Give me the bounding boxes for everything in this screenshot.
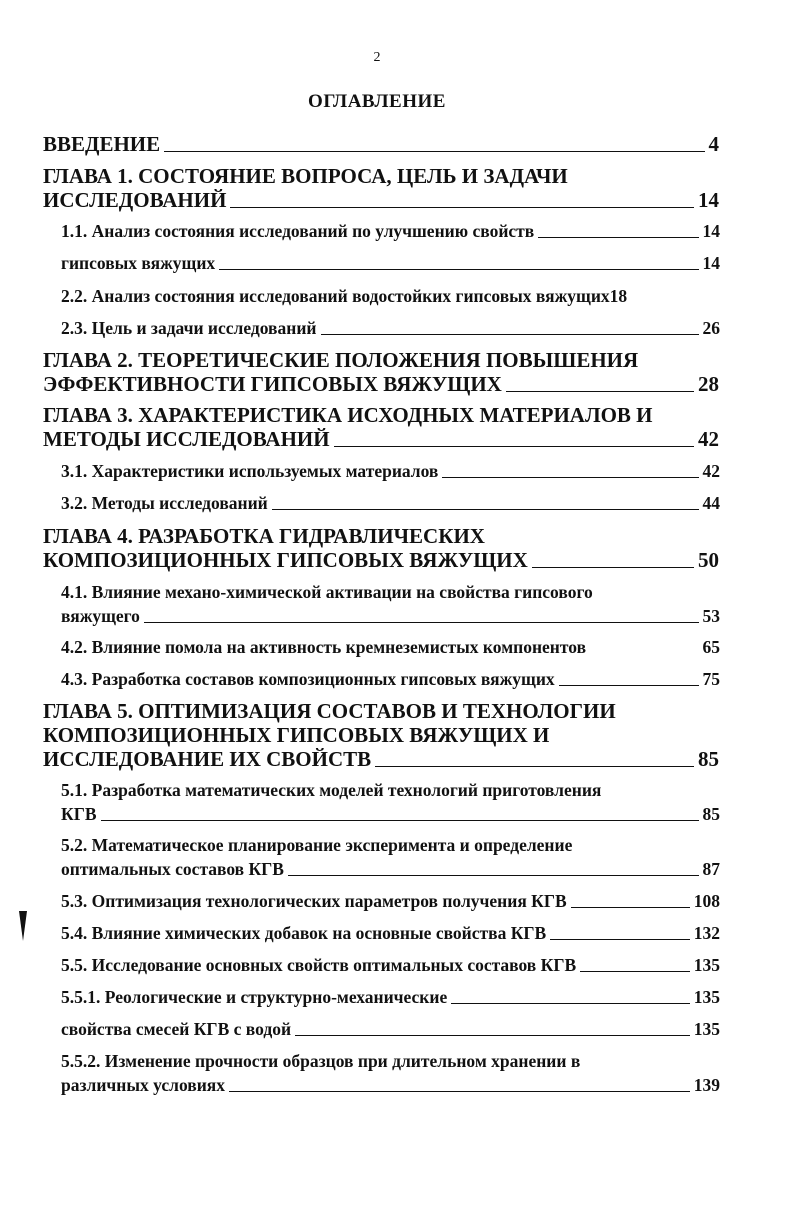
toc-entry-section-5-2[interactable] bbox=[61, 833, 720, 881]
entry-page: 85 bbox=[698, 747, 719, 771]
entry-title-line-2: КГВ bbox=[61, 804, 97, 824]
entry-page: 26 bbox=[702, 318, 720, 338]
toc-entry-section-2-3[interactable] bbox=[61, 316, 720, 340]
toc-entry-section-5-1[interactable] bbox=[61, 778, 720, 826]
toc-entry-chapter-3[interactable] bbox=[43, 403, 719, 451]
toc-entry-chapter-1[interactable] bbox=[43, 164, 719, 212]
leader-line bbox=[272, 509, 699, 510]
entry-title-line-1: 5.5.2. Изменение прочности образцов при длительном хранении в bbox=[61, 1051, 581, 1071]
entry-title: свойства смесей КГВ с водой bbox=[61, 1019, 292, 1039]
entry-page: 14 bbox=[702, 221, 720, 241]
entry-title-line-2: ИССЛЕДОВАНИЙ bbox=[43, 188, 227, 212]
toc-entry-section-1-1[interactable] bbox=[61, 219, 720, 243]
entry-title-line-1: ГЛАВА 1. СОСТОЯНИЕ ВОПРОСА, ЦЕЛЬ И ЗАДАЧИ bbox=[43, 164, 568, 188]
entry-page: 135 bbox=[693, 987, 720, 1007]
entry-page: 14 bbox=[698, 188, 719, 212]
page-number: 2 bbox=[373, 50, 381, 65]
entry-page: 42 bbox=[698, 427, 719, 451]
toc-entry-chapter-4[interactable] bbox=[43, 524, 719, 572]
entry-title-line-1: ГЛАВА 3. ХАРАКТЕРИСТИКА ИСХОДНЫХ МАТЕРИАЛОВ И bbox=[43, 403, 653, 427]
leader-line bbox=[144, 622, 699, 623]
entry-page: 87 bbox=[702, 859, 720, 879]
leader-line bbox=[571, 907, 690, 908]
leader-line bbox=[538, 237, 698, 238]
entry-page: 139 bbox=[693, 1075, 720, 1095]
entry-title-line-1: ГЛАВА 2. ТЕОРЕТИЧЕСКИЕ ПОЛОЖЕНИЯ ПОВЫШЕНИЯ bbox=[43, 348, 639, 372]
toc-entry-section-3-2[interactable] bbox=[61, 491, 720, 515]
toc-title: ОГЛАВЛЕНИЕ bbox=[308, 91, 446, 112]
entry-title: 5.5.1. Реологические и структурно-механические bbox=[61, 987, 448, 1007]
leader-line bbox=[288, 875, 699, 876]
entry-page: 75 bbox=[702, 669, 720, 689]
entry-title: 4.2. Влияние помола на активность кремнеземистых компонентов bbox=[61, 637, 587, 657]
entry-page: 135 bbox=[693, 1019, 720, 1039]
entry-page: 42 bbox=[702, 461, 720, 481]
entry-page: 85 bbox=[702, 804, 720, 824]
entry-title-line-1: 5.1. Разработка математических моделей технологий приготовления bbox=[61, 780, 602, 800]
entry-page: 14 bbox=[702, 253, 720, 273]
entry-title: 1.1. Анализ состояния исследований по улучшению свойств bbox=[61, 221, 535, 241]
entry-title-line-2: ЭФФЕКТИВНОСТИ ГИПСОВЫХ ВЯЖУЩИХ bbox=[43, 372, 502, 396]
entry-title-line-1: ГЛАВА 4. РАЗРАБОТКА ГИДРАВЛИЧЕСКИХ bbox=[43, 524, 485, 548]
leader-line bbox=[230, 207, 694, 208]
leader-line bbox=[506, 391, 694, 392]
scan-mark bbox=[19, 911, 27, 941]
entry-title: 5.3. Оптимизация технологических параметров получения КГВ bbox=[61, 891, 567, 911]
entry-page: 50 bbox=[698, 548, 719, 572]
leader-line bbox=[532, 567, 694, 568]
entry-title-line-2: МЕТОДЫ ИССЛЕДОВАНИЙ bbox=[43, 427, 330, 451]
entry-page: 4 bbox=[708, 132, 719, 156]
toc-entry-section-4-1[interactable] bbox=[61, 580, 720, 628]
leader-line bbox=[580, 971, 690, 972]
entry-title-line-3: ИССЛЕДОВАНИЕ ИХ СВОЙСТВ bbox=[43, 747, 372, 771]
toc-entry-section-5-5-2[interactable] bbox=[61, 1049, 720, 1097]
toc-entry-intro[interactable] bbox=[43, 132, 719, 156]
toc-entry-section-4-3[interactable] bbox=[61, 667, 720, 691]
entry-title: 4.3. Разработка составов композиционных гипсовых вяжущих bbox=[61, 669, 555, 689]
toc-entry-section-1-1-continued[interactable] bbox=[61, 251, 720, 275]
entry-title: ВВЕДЕНИЕ bbox=[43, 132, 161, 156]
leader-line bbox=[101, 820, 699, 821]
toc-entry-chapter-5[interactable] bbox=[43, 699, 719, 771]
entry-page: 28 bbox=[698, 372, 719, 396]
leader-line bbox=[295, 1035, 690, 1036]
entry-title-line-1: 4.1. Влияние механо-химической активации на свойства гипсового bbox=[61, 582, 593, 602]
entry-page: 135 bbox=[693, 955, 720, 975]
toc-entry-chapter-2[interactable] bbox=[43, 348, 719, 396]
leader-line bbox=[164, 151, 704, 152]
entry-page: 44 bbox=[702, 493, 720, 513]
entry-title-line-2: КОМПОЗИЦИОННЫХ ГИПСОВЫХ ВЯЖУЩИХ bbox=[43, 548, 528, 572]
toc-entry-section-3-1[interactable] bbox=[61, 459, 720, 483]
toc-entry-section-5-4[interactable] bbox=[61, 921, 720, 945]
entry-title-line-2: оптимальных составов КГВ bbox=[61, 859, 284, 879]
leader-line bbox=[442, 477, 698, 478]
entry-title-line-1: 5.2. Математическое планирование эксперимента и определение bbox=[61, 835, 573, 855]
entry-page: 18 bbox=[609, 286, 628, 306]
toc-entry-section-5-5-1-continued[interactable] bbox=[61, 1017, 720, 1041]
entry-title: 2.3. Цель и задачи исследований bbox=[61, 318, 317, 338]
leader-line bbox=[219, 269, 698, 270]
entry-page: 132 bbox=[693, 923, 720, 943]
leader-line bbox=[375, 766, 694, 767]
leader-line bbox=[550, 939, 690, 940]
entry-title: 3.2. Методы исследований bbox=[61, 493, 268, 513]
entry-title-line-2: вяжущего bbox=[61, 606, 140, 626]
entry-title: 5.5. Исследование основных свойств оптимальных составов КГВ bbox=[61, 955, 577, 975]
entry-page: 53 bbox=[702, 606, 720, 626]
toc-entry-section-5-5[interactable] bbox=[61, 953, 720, 977]
entry-page: 108 bbox=[693, 891, 720, 911]
entry-title: 3.1. Характеристики используемых материалов bbox=[61, 461, 439, 481]
leader-line bbox=[229, 1091, 690, 1092]
entry-page: 65 bbox=[702, 637, 720, 657]
toc-entry-section-5-5-1[interactable] bbox=[61, 985, 720, 1009]
entry-title-line-2: КОМПОЗИЦИОННЫХ ГИПСОВЫХ ВЯЖУЩИХ И bbox=[43, 723, 550, 747]
toc-entry-section-5-3[interactable] bbox=[61, 889, 720, 913]
toc-entry-section-4-2[interactable] bbox=[61, 635, 720, 659]
leader-line bbox=[559, 685, 699, 686]
toc-entry-section-2-2[interactable] bbox=[61, 284, 726, 308]
entry-title: 2.2. Анализ состояния исследований водостойких гипсовых вяжущих bbox=[61, 286, 610, 306]
leader-line bbox=[451, 1003, 690, 1004]
entry-title-line-1: ГЛАВА 5. ОПТИМИЗАЦИЯ СОСТАВОВ И ТЕХНОЛОГИИ bbox=[43, 699, 616, 723]
entry-title: гипсовых вяжущих bbox=[61, 253, 216, 273]
entry-title: 5.4. Влияние химических добавок на основные свойства КГВ bbox=[61, 923, 547, 943]
leader-line bbox=[334, 446, 694, 447]
entry-title-line-2: различных условиях bbox=[61, 1075, 226, 1095]
leader-line bbox=[321, 334, 699, 335]
